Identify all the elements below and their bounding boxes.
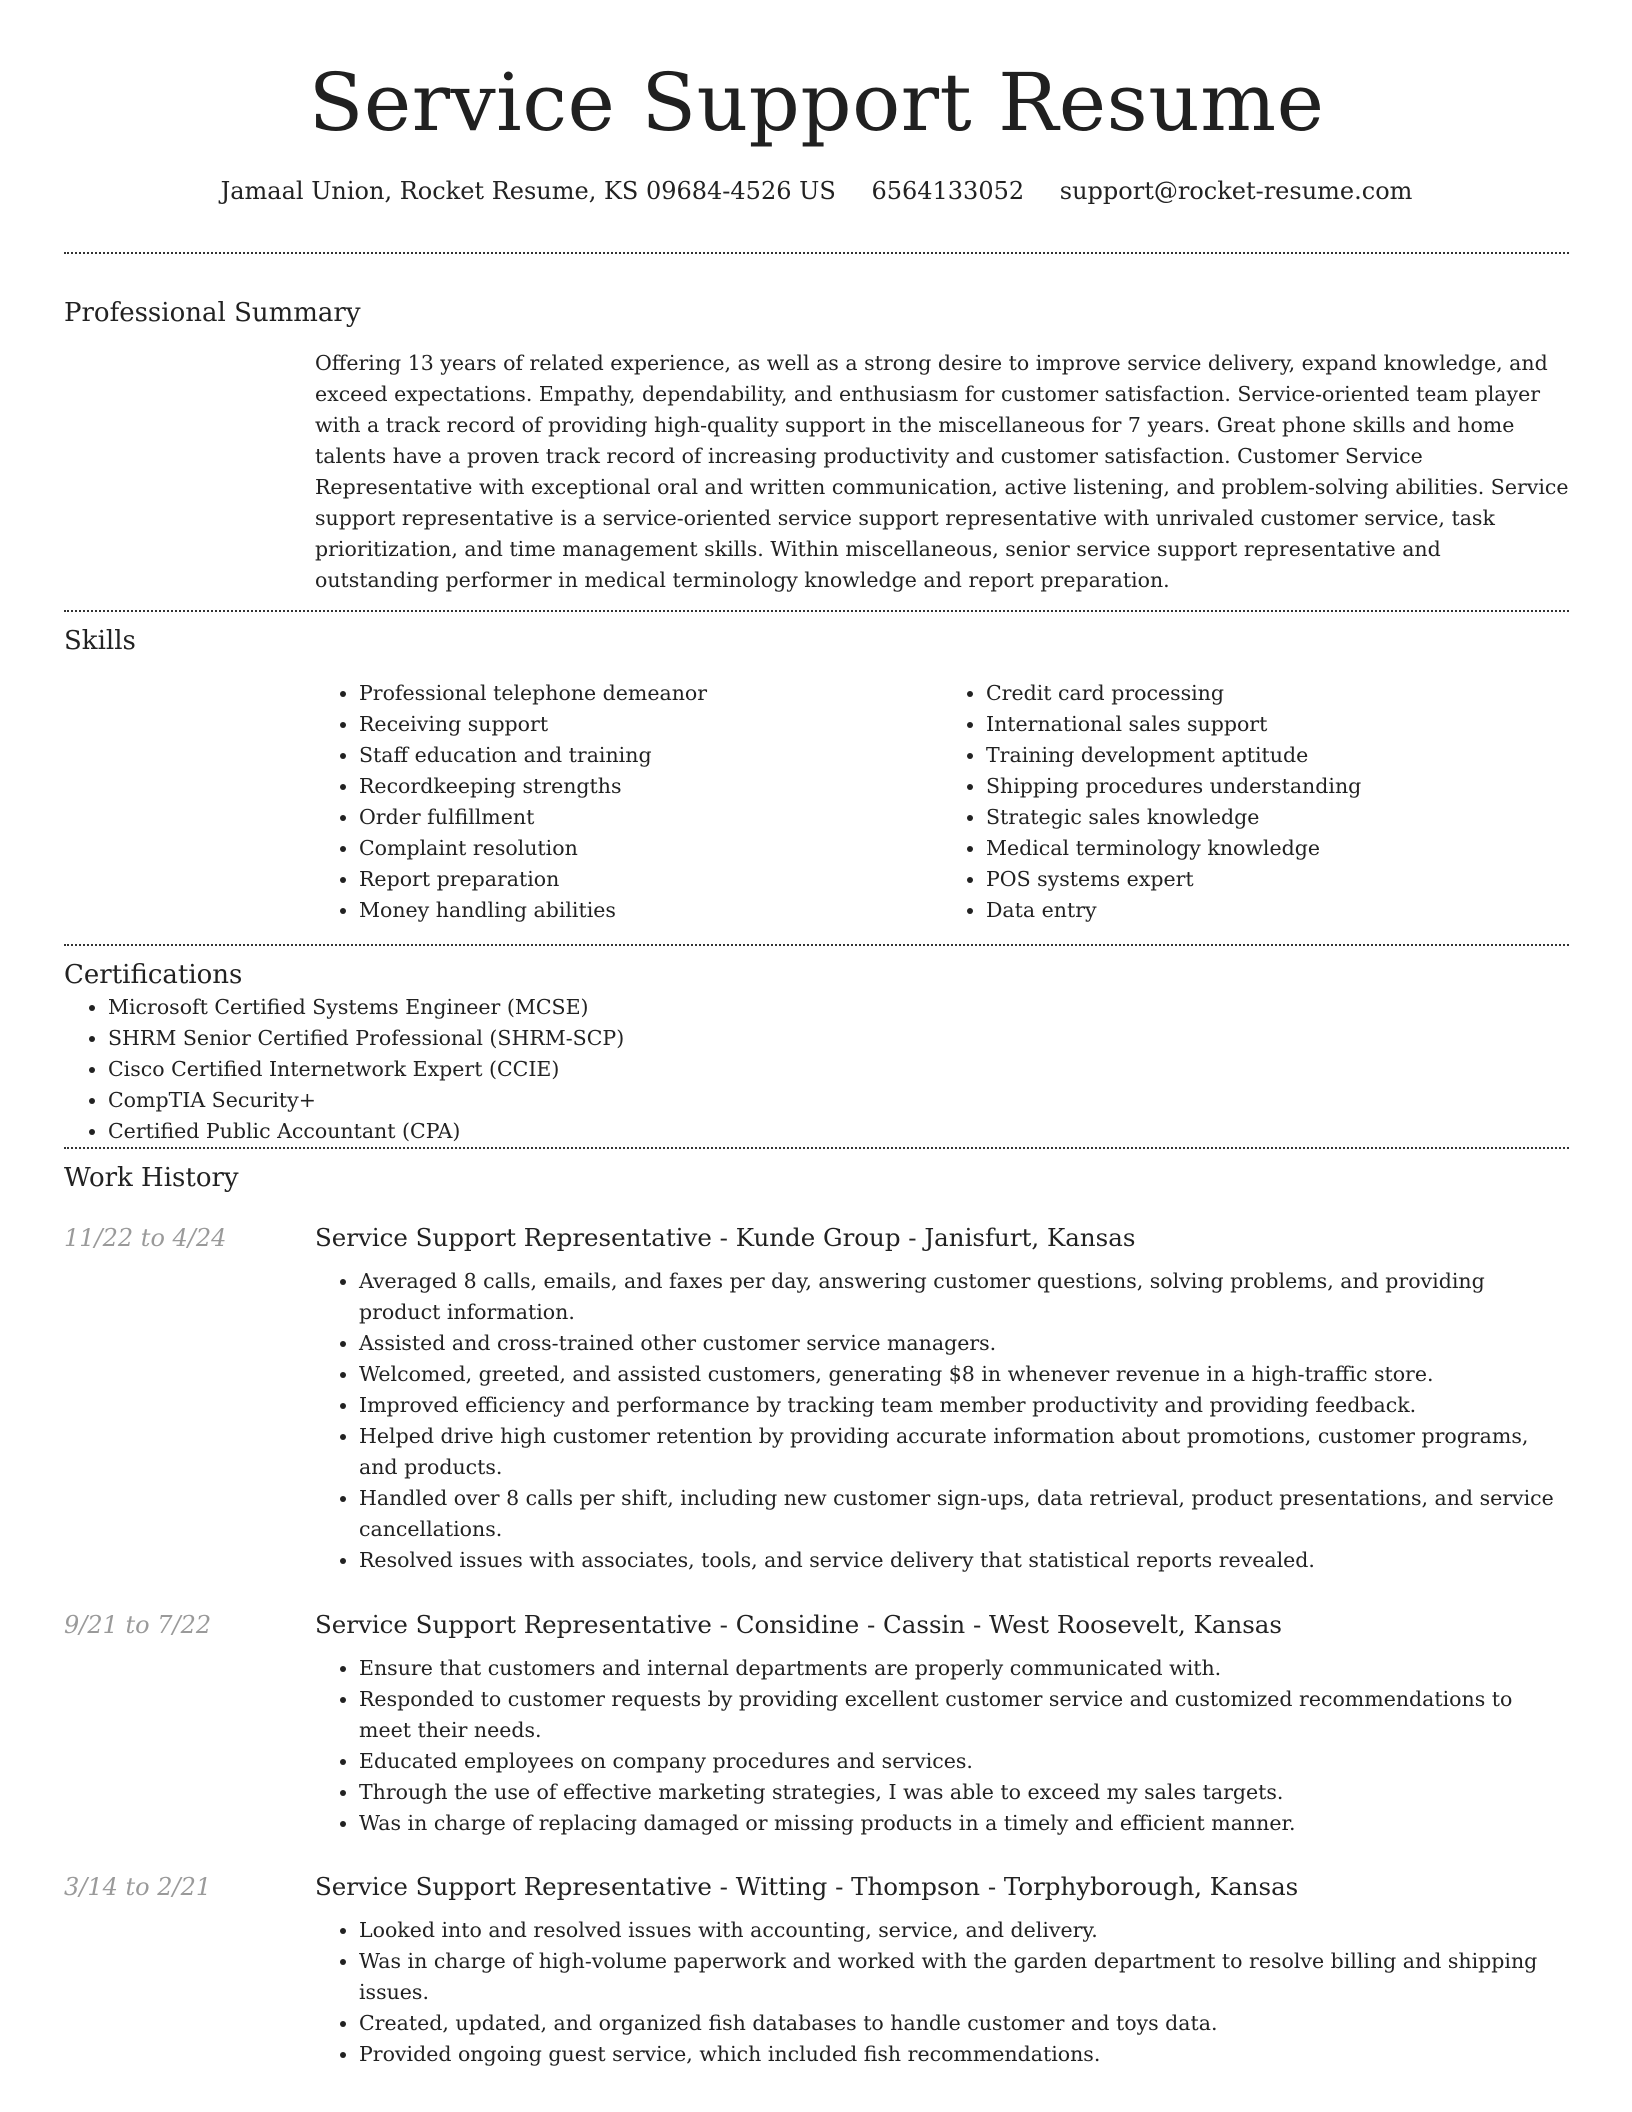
skill-item: • Report preparation <box>359 864 942 895</box>
certification-item: • Microsoft Certified Systems Engineer (MCSE) <box>108 992 1569 1023</box>
section-divider <box>64 252 1569 254</box>
certification-item: • Cisco Certified Internetwork Expert (CCIE) <box>108 1054 1569 1085</box>
job-entry <box>64 1872 1569 2070</box>
skill-item: • International sales support <box>986 709 1569 740</box>
certification-item: • CompTIA Security+ <box>108 1085 1569 1116</box>
skills-list-left <box>315 678 942 926</box>
skills-columns <box>315 678 1569 926</box>
job-bullets <box>315 1653 1569 1839</box>
contact-phone: 6564133052 <box>871 177 1025 205</box>
skill-item: • Staff education and training <box>359 740 942 771</box>
job-dates: 3/14 to 2/21 <box>64 1873 212 1901</box>
summary-heading: Professional Summary <box>64 298 361 328</box>
job-title: Service Support Representative - Witting - Thompson - Torphyborough, Kansas <box>315 1872 1299 1901</box>
skill-item: • Medical terminology knowledge <box>986 833 1569 864</box>
skill-item: • Credit card processing <box>986 678 1569 709</box>
job-header <box>64 1872 1569 1901</box>
section-divider <box>64 1147 1569 1149</box>
skill-item: • POS systems expert <box>986 864 1569 895</box>
job-entry <box>64 1610 1569 1839</box>
skills-heading: Skills <box>64 626 136 656</box>
job-entry <box>64 1223 1569 1576</box>
job-bullet: • Through the use of effective marketing strategies, I was able to exceed my sales targets. <box>359 1777 1569 1808</box>
skill-item: • Strategic sales knowledge <box>986 802 1569 833</box>
job-bullet: • Responded to customer requests by providing excellent customer service and customized recommendations to meet their needs. <box>359 1684 1569 1746</box>
resume-page <box>64 0 1569 2070</box>
skill-item: • Money handling abilities <box>359 895 942 926</box>
skill-item: • Order fulfillment <box>359 802 942 833</box>
summary-text: Offering 13 years of related experience, as well as a strong desire to improve service delivery, expand knowledge, and exceed expectations. Empathy, dependability, and enthusiasm for customer satisfaction. Service-oriented team player with a track record of providing high-quality support in the miscellaneous for 7 years. Great phone skills and home talents have a proven track record of increasing productivity and customer satisfaction. Customer Service Representative with exceptional oral and written communication, active listening, and problem-solving abilities. Service support representative is a service-oriented service support representative with unrivaled customer service, task prioritization, and time management skills. Within miscellaneous, senior service support representative and outstanding performer in medical terminology knowledge and report preparation. <box>315 351 1569 592</box>
job-bullet: • Handled over 8 calls per shift, including new customer sign-ups, data retrieval, product presentations, and service cancellations. <box>359 1483 1569 1545</box>
job-bullet: • Was in charge of high-volume paperwork and worked with the garden department to resolve billing and shipping issues. <box>359 1946 1569 2008</box>
work-history-heading: Work History <box>64 1163 239 1193</box>
job-dates: 9/21 to 7/22 <box>64 1611 212 1639</box>
contact-line <box>64 174 1569 208</box>
skill-item: • Professional telephone demeanor <box>359 678 942 709</box>
job-bullet: • Welcomed, greeted, and assisted customers, generating $8 in whenever revenue in a high-traffic store. <box>359 1359 1569 1390</box>
skills-list-right <box>942 678 1569 926</box>
section-divider <box>64 610 1569 612</box>
skill-item: • Training development aptitude <box>986 740 1569 771</box>
section-divider <box>64 944 1569 946</box>
job-bullet: • Averaged 8 calls, emails, and faxes per day, answering customer questions, solving problems, and providing product information. <box>359 1266 1569 1328</box>
job-bullet: • Looked into and resolved issues with accounting, service, and delivery. <box>359 1915 1569 1946</box>
skill-item: • Shipping procedures understanding <box>986 771 1569 802</box>
job-bullet: • Improved efficiency and performance by tracking team member productivity and providing feedback. <box>359 1390 1569 1421</box>
certifications-heading: Certifications <box>64 960 243 990</box>
skill-item: • Receiving support <box>359 709 942 740</box>
certification-item: • SHRM Senior Certified Professional (SHRM-SCP) <box>108 1023 1569 1054</box>
skill-item: • Complaint resolution <box>359 833 942 864</box>
contact-email: support@rocket-resume.com <box>1059 177 1413 205</box>
job-bullet: • Educated employees on company procedures and services. <box>359 1746 1569 1777</box>
job-bullet: • Ensure that customers and internal departments are properly communicated with. <box>359 1653 1569 1684</box>
job-bullet: • Assisted and cross-trained other customer service managers. <box>359 1328 1569 1359</box>
job-bullet: • Was in charge of replacing damaged or missing products in a timely and efficient manner. <box>359 1808 1569 1839</box>
job-bullets <box>315 1266 1569 1576</box>
contact-address: Jamaal Union, Rocket Resume, KS 09684-4526 US <box>220 177 836 205</box>
job-bullet: • Provided ongoing guest service, which included fish recommendations. <box>359 2039 1569 2070</box>
skill-item: • Recordkeeping strengths <box>359 771 942 802</box>
certification-item: • Certified Public Accountant (CPA) <box>108 1116 1569 1147</box>
job-title: Service Support Representative - Considine - Cassin - West Roosevelt, Kansas <box>315 1610 1282 1639</box>
job-title: Service Support Representative - Kunde Group - Janisfurt, Kansas <box>315 1223 1136 1252</box>
job-bullet: • Resolved issues with associates, tools, and service delivery that statistical reports revealed. <box>359 1545 1569 1576</box>
job-bullet: • Created, updated, and organized fish databases to handle customer and toys data. <box>359 2008 1569 2039</box>
skill-item: • Data entry <box>986 895 1569 926</box>
job-bullet: • Helped drive high customer retention by providing accurate information about promotions, customer programs, and products. <box>359 1421 1569 1483</box>
job-bullets <box>315 1915 1569 2070</box>
resume-title: Service Support Resume <box>308 56 1325 149</box>
job-header <box>64 1223 1569 1252</box>
job-header <box>64 1610 1569 1639</box>
job-dates: 11/22 to 4/24 <box>64 1224 227 1252</box>
certifications-list <box>64 992 1569 1147</box>
